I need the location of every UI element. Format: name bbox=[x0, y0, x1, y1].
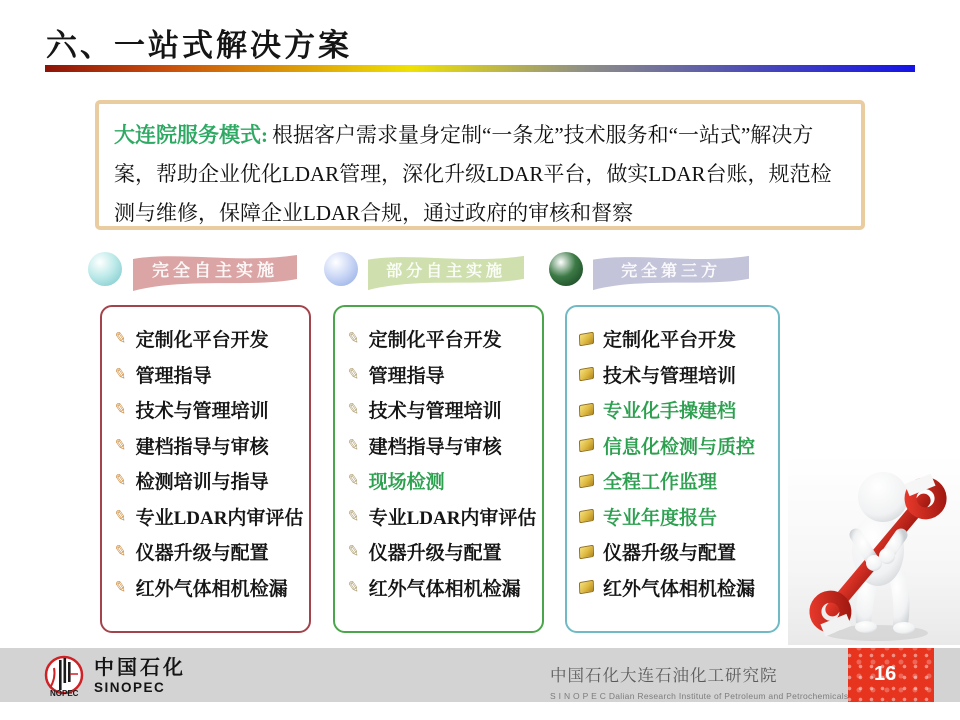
list-item-label: 专业LDAR内审评估 bbox=[135, 507, 304, 529]
package-bullet-icon bbox=[579, 367, 594, 382]
pencil-bullet-icon: ✎ bbox=[112, 470, 129, 491]
pencil-bullet-icon: ✎ bbox=[112, 541, 129, 562]
wrench-figure-clipart bbox=[788, 455, 960, 645]
list-item-label: 现场检测 bbox=[368, 472, 445, 494]
list-item bbox=[347, 499, 542, 535]
pencil-bullet-icon: ✎ bbox=[112, 576, 129, 597]
ribbon-banner bbox=[368, 250, 524, 296]
list-item bbox=[114, 534, 309, 570]
pencil-bullet-icon: ✎ bbox=[345, 363, 362, 384]
logo-text bbox=[94, 658, 186, 695]
service-mode-label: 大连院服务模式: bbox=[114, 123, 268, 147]
list-item bbox=[114, 499, 309, 535]
list-item-label: 专业LDAR内审评估 bbox=[368, 507, 537, 529]
list-item-label: 定制化平台开发 bbox=[603, 330, 737, 352]
service-list-self bbox=[100, 305, 311, 633]
list-item-label: 仪器升级与配置 bbox=[603, 543, 737, 565]
marble-sphere-icon bbox=[324, 252, 358, 286]
list-item bbox=[579, 534, 778, 570]
list-item bbox=[114, 463, 309, 499]
list-item-label: 专业年度报告 bbox=[603, 507, 718, 529]
ribbon-banner bbox=[133, 250, 297, 296]
list-item-label: 仪器升级与配置 bbox=[368, 543, 502, 565]
pencil-bullet-icon: ✎ bbox=[112, 363, 129, 384]
organization-text bbox=[550, 662, 848, 701]
package-bullet-icon bbox=[579, 473, 594, 488]
list-item-label: 仪器升级与配置 bbox=[135, 543, 269, 565]
page-number: 16 bbox=[874, 663, 897, 685]
list-item bbox=[579, 321, 778, 357]
list-item-label: 全程工作监理 bbox=[603, 472, 718, 494]
service-mode-text: 根据客户需求量身定制“一条龙”技术服务和“一站式”解决方案，帮助企业优化LDAR管理，深化升级LDAR平台，做实LDAR台账，规范检测与维修，保障企业LDAR合规，通过政府的审核和督察 bbox=[114, 123, 832, 225]
service-list-thirdparty bbox=[565, 305, 780, 633]
list-item bbox=[114, 570, 309, 606]
list-item-label: 管理指导 bbox=[368, 365, 445, 387]
pencil-bullet-icon: ✎ bbox=[345, 470, 362, 491]
package-bullet-icon bbox=[579, 509, 594, 524]
list-item-label: 定制化平台开发 bbox=[368, 330, 502, 352]
page-number-box bbox=[848, 648, 934, 702]
list-item bbox=[579, 392, 778, 428]
list-item bbox=[347, 570, 542, 606]
list-item-label: 检测培训与指导 bbox=[135, 472, 269, 494]
list-item bbox=[579, 357, 778, 393]
list-item bbox=[579, 499, 778, 535]
package-bullet-icon bbox=[579, 438, 594, 453]
list-item bbox=[114, 321, 309, 357]
logo-en: SINOPEC bbox=[94, 680, 166, 695]
ribbon-banner bbox=[593, 250, 749, 296]
pencil-bullet-icon: ✎ bbox=[345, 399, 362, 420]
list-item-label: 技术与管理培训 bbox=[603, 365, 737, 387]
list-item bbox=[347, 357, 542, 393]
service-list-partial bbox=[333, 305, 544, 633]
list-item-label: 管理指导 bbox=[135, 365, 212, 387]
pencil-bullet-icon: ✎ bbox=[112, 399, 129, 420]
logo-cn: 中国石化 bbox=[94, 657, 186, 679]
pencil-bullet-icon: ✎ bbox=[345, 541, 362, 562]
package-bullet-icon bbox=[579, 580, 594, 595]
list-item-label: 技术与管理培训 bbox=[135, 401, 269, 423]
pencil-bullet-icon: ✎ bbox=[345, 434, 362, 455]
ribbon-label: 完全自主实施 bbox=[152, 261, 278, 280]
package-bullet-icon bbox=[579, 331, 594, 346]
list-item-label: 红外气体相机检漏 bbox=[135, 578, 288, 600]
list-item bbox=[579, 463, 778, 499]
list-item bbox=[347, 463, 542, 499]
marble-sphere-icon bbox=[88, 252, 122, 286]
ribbon-label: 部分自主实施 bbox=[386, 262, 506, 280]
pencil-bullet-icon: ✎ bbox=[112, 434, 129, 455]
list-item-label: 红外气体相机检漏 bbox=[603, 578, 756, 600]
list-item-label: 技术与管理培训 bbox=[368, 401, 502, 423]
list-item bbox=[579, 570, 778, 606]
list-item-label: 专业化手操建档 bbox=[603, 401, 737, 423]
list-item bbox=[347, 428, 542, 464]
slide-title: 六、一站式解决方案 bbox=[46, 28, 352, 63]
list-item bbox=[114, 428, 309, 464]
sinopec-logo-icon bbox=[42, 654, 86, 698]
organization-name-cn: 中国石化大连石油化工研究院 bbox=[550, 667, 778, 685]
pencil-bullet-icon: ✎ bbox=[345, 576, 362, 597]
list-item bbox=[114, 357, 309, 393]
list-item-label: 建档指导与审核 bbox=[368, 436, 502, 458]
pencil-bullet-icon: ✎ bbox=[112, 328, 129, 349]
list-item bbox=[347, 534, 542, 570]
list-item bbox=[347, 321, 542, 357]
list-item-label: 建档指导与审核 bbox=[135, 436, 269, 458]
pencil-bullet-icon: ✎ bbox=[112, 505, 129, 526]
list-item bbox=[347, 392, 542, 428]
organization-name-en: S I N O P E C Dalian Research Institute of Petroleum and Petrochemicals bbox=[550, 691, 849, 701]
list-item-label: 信息化检测与质控 bbox=[603, 436, 756, 458]
title-gradient-rule bbox=[45, 65, 915, 72]
ribbon-label: 完全第三方 bbox=[621, 262, 721, 280]
svg-text:NOPEC: NOPEC bbox=[50, 689, 79, 698]
marble-sphere-icon bbox=[549, 252, 583, 286]
package-bullet-icon bbox=[579, 544, 594, 559]
pencil-bullet-icon: ✎ bbox=[345, 328, 362, 349]
pencil-bullet-icon: ✎ bbox=[345, 505, 362, 526]
list-item-label: 红外气体相机检漏 bbox=[368, 578, 521, 600]
list-item bbox=[579, 428, 778, 464]
list-item-label: 定制化平台开发 bbox=[135, 330, 269, 352]
service-mode-box bbox=[95, 100, 865, 230]
package-bullet-icon bbox=[579, 402, 594, 417]
list-item bbox=[114, 392, 309, 428]
